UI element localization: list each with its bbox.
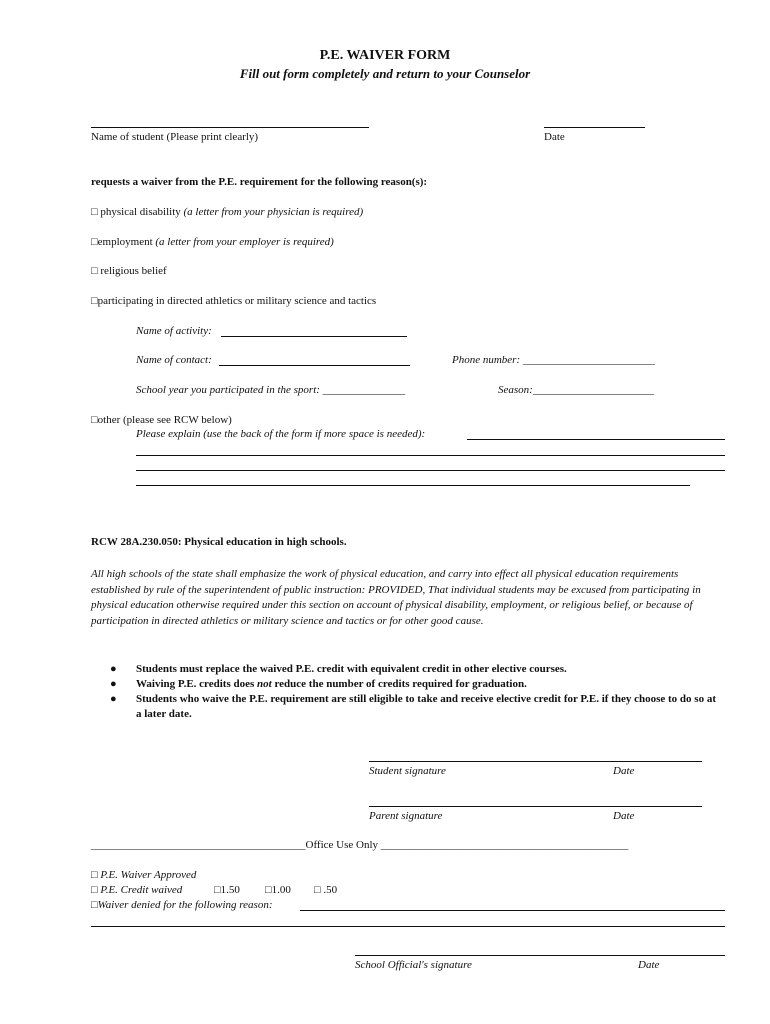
explain-line-3[interactable] xyxy=(136,470,725,471)
activity-label: Name of activity: xyxy=(136,325,212,337)
school-year-field[interactable]: School year you participated in the sport: _______________ xyxy=(136,384,406,396)
explain-line-1[interactable] xyxy=(467,439,725,440)
religious-belief-checkbox[interactable]: □ religious belief xyxy=(91,265,167,277)
physical-disability-checkbox[interactable] xyxy=(91,206,363,218)
denied-reason-line-2[interactable] xyxy=(91,926,725,927)
parent-signature-line[interactable] xyxy=(369,806,702,807)
explain-label: Please explain (use the back of the form if more space is needed): xyxy=(136,428,426,440)
activity-line[interactable] xyxy=(221,336,407,337)
contact-label: Name of contact: xyxy=(136,354,212,366)
official-signature-date-label: Date xyxy=(638,959,660,971)
credit-option-1-00[interactable]: □1.00 xyxy=(265,884,291,896)
explain-line-4[interactable] xyxy=(136,485,690,486)
official-signature-line[interactable] xyxy=(355,955,725,956)
rcw-paragraph: All high schools of the state shall emphasize the work of physical education, and carry into effect all physical education requirements established by rule of the superintendent of public instruction: PROVIDED, That individual students may be excused from participating in physical education otherwise required under this section on account of physical disability, employment, or religious belief, or because of participation in directed athletics or military science and tactics or for other good cause. xyxy=(91,568,701,627)
rules-list xyxy=(110,662,720,722)
contact-line[interactable] xyxy=(219,365,410,366)
form-title: P.E. WAIVER FORM xyxy=(319,48,451,63)
waiver-intro: requests a waiver from the P.E. requirement for the following reason(s): xyxy=(91,176,428,188)
list-item: ● Students must replace the waived P.E. credit with equivalent credit in other elective courses. xyxy=(110,663,567,675)
credit-option-0-50[interactable]: □ .50 xyxy=(314,884,338,896)
parent-signature-label: Parent signature xyxy=(369,810,443,822)
student-signature-date-label: Date xyxy=(613,765,635,777)
credit-option-1-50[interactable]: □1.50 xyxy=(214,884,240,896)
employment-note: (a letter from your employer is required) xyxy=(155,236,334,248)
waiver-approved-checkbox[interactable]: □ P.E. Waiver Approved xyxy=(91,869,197,881)
athletics-checkbox[interactable]: □participating in directed athletics or military science and tactics xyxy=(91,295,377,307)
date-label: Date xyxy=(544,131,565,143)
phone-number-field[interactable]: Phone number: ________________________ xyxy=(452,354,655,366)
parent-signature-date-label: Date xyxy=(613,810,635,822)
physical-disability-label: □ physical disability xyxy=(91,206,184,218)
physical-disability-note: (a letter from your physician is required) xyxy=(183,206,364,218)
office-use-divider: _______________________________________Office Use Only _____________________________________________ xyxy=(91,839,629,851)
explain-line-2[interactable] xyxy=(136,455,725,456)
denied-reason-line-1[interactable] xyxy=(300,910,725,911)
date-line[interactable] xyxy=(544,127,645,128)
credit-waived-checkbox[interactable]: □ P.E. Credit waived xyxy=(91,884,183,896)
employment-checkbox[interactable] xyxy=(91,236,334,248)
list-item: ● Waiving P.E. credits does not reduce the number of credits required for graduation. xyxy=(110,678,527,690)
form-subtitle: Fill out form completely and return to your Counselor xyxy=(239,66,531,81)
student-name-line[interactable] xyxy=(91,127,369,128)
waiver-denied-checkbox[interactable]: □Waiver denied for the following reason: xyxy=(91,899,273,911)
student-signature-line[interactable] xyxy=(369,761,702,762)
rcw-heading: RCW 28A.230.050: Physical education in high schools. xyxy=(91,536,347,548)
student-name-label: Name of student (Please print clearly) xyxy=(91,131,259,143)
other-checkbox[interactable]: □other (please see RCW below) xyxy=(91,414,232,426)
employment-label: □employment xyxy=(91,236,156,248)
student-signature-label: Student signature xyxy=(369,765,446,777)
list-item: ● Students who waive the P.E. requirement are still eligible to take and receive elective credit for P.E. if they choose to do so at a later date. xyxy=(110,693,716,720)
official-signature-label: School Official's signature xyxy=(355,959,472,971)
season-field[interactable]: Season:______________________ xyxy=(498,384,654,396)
